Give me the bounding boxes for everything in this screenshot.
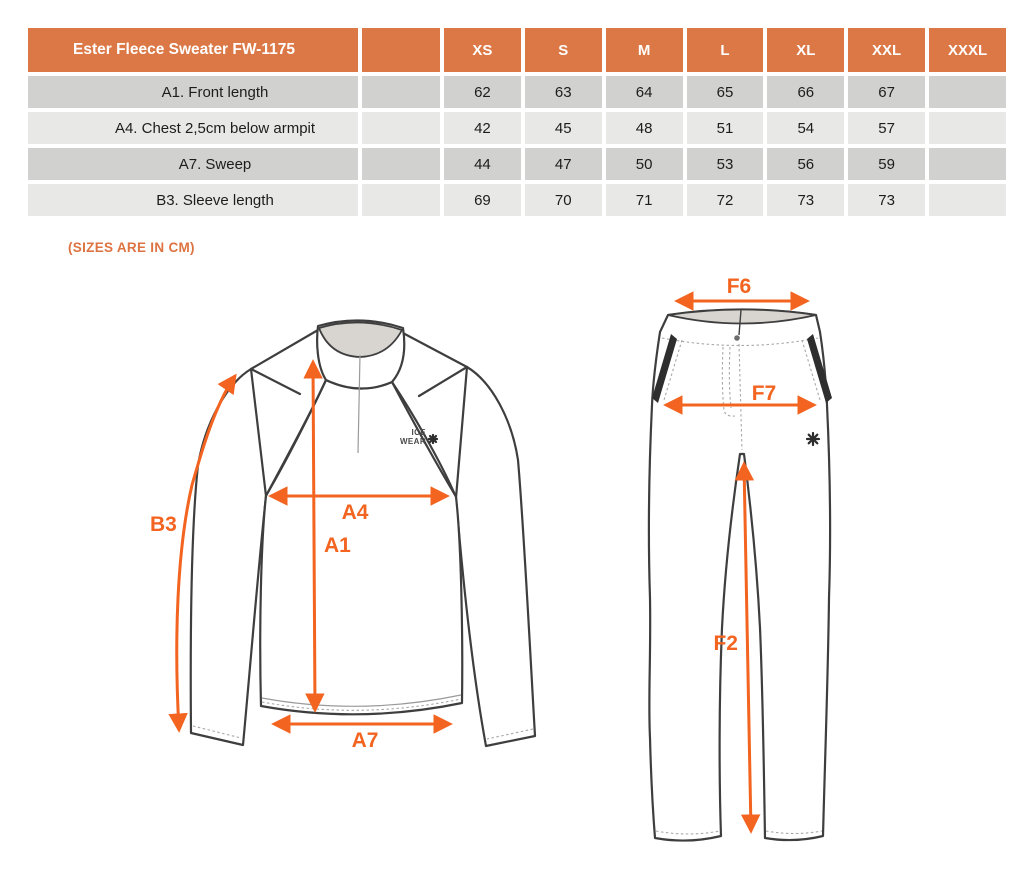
sizes-note: (SIZES ARE IN CM)	[68, 240, 195, 255]
dimension-label-a4: A4	[341, 501, 369, 524]
snowflake-icon	[807, 433, 819, 445]
size-value-cell	[929, 76, 1006, 108]
arrow-f2	[744, 464, 751, 831]
size-value-cell: 72	[687, 184, 764, 216]
dimension-label-f6: F6	[726, 278, 752, 298]
blank-cell	[362, 112, 440, 144]
size-value-cell: 59	[848, 148, 925, 180]
blank-cell	[362, 76, 440, 108]
measurement-row-b3	[28, 184, 1006, 216]
size-value-cell: 47	[525, 148, 602, 180]
size-value-cell	[929, 148, 1006, 180]
pants-outline	[649, 310, 832, 841]
pants-diagram	[625, 278, 855, 868]
size-value-cell: 57	[848, 112, 925, 144]
measurement-label-cell: A4. Chest 2,5cm below armpit	[28, 112, 358, 144]
dimension-label-f2: F2	[713, 632, 738, 655]
arrow-a1	[313, 362, 315, 710]
size-value-cell	[929, 184, 1006, 216]
dimension-label-f7: F7	[751, 382, 777, 405]
dimension-label-a1: A1	[324, 534, 351, 557]
size-value-cell: 69	[444, 184, 521, 216]
blank-cell	[362, 184, 440, 216]
measurement-row-a1	[28, 76, 1006, 108]
table-header-row	[28, 28, 1006, 72]
snowflake-icon	[429, 435, 437, 443]
size-table	[24, 24, 1010, 220]
size-value-cell: 53	[687, 148, 764, 180]
size-column-header-xxl: XXL	[848, 28, 925, 72]
size-column-header-xl: XL	[767, 28, 844, 72]
size-value-cell: 71	[606, 184, 683, 216]
size-value-cell: 62	[444, 76, 521, 108]
size-value-cell: 45	[525, 112, 602, 144]
header-blank-cell	[362, 28, 440, 72]
size-value-cell: 54	[767, 112, 844, 144]
product-title-cell: Ester Fleece Sweater FW-1175	[28, 28, 358, 72]
dimension-label-a7: A7	[351, 729, 379, 752]
size-value-cell: 64	[606, 76, 683, 108]
size-column-header-l: L	[687, 28, 764, 72]
size-value-cell: 42	[444, 112, 521, 144]
measurement-row-a4	[28, 112, 1006, 144]
size-value-cell: 65	[687, 76, 764, 108]
size-value-cell: 44	[444, 148, 521, 180]
size-value-cell: 51	[687, 112, 764, 144]
size-value-cell: 63	[525, 76, 602, 108]
size-column-header-xs: XS	[444, 28, 521, 72]
size-value-cell: 56	[767, 148, 844, 180]
measurement-row-a7	[28, 148, 1006, 180]
measurement-label-cell: B3. Sleeve length	[28, 184, 358, 216]
measurement-label-cell: A7. Sweep	[28, 148, 358, 180]
size-value-cell: 70	[525, 184, 602, 216]
size-column-header-s: S	[525, 28, 602, 72]
blank-cell	[362, 148, 440, 180]
size-column-header-xxxl: XXXL	[929, 28, 1006, 72]
size-column-header-m: M	[606, 28, 683, 72]
svg-text:WEAR: WEAR	[399, 437, 426, 446]
measurement-label-cell: A1. Front length	[28, 76, 358, 108]
size-value-cell: 67	[848, 76, 925, 108]
dimension-label-b3: B3	[150, 513, 177, 536]
size-value-cell: 73	[848, 184, 925, 216]
svg-text:ICE: ICE	[411, 428, 426, 437]
size-value-cell: 73	[767, 184, 844, 216]
size-value-cell: 66	[767, 76, 844, 108]
size-value-cell	[929, 112, 1006, 144]
sweater-diagram	[130, 290, 560, 770]
waist-button	[734, 335, 740, 341]
sweater-outline	[191, 320, 535, 746]
size-value-cell: 48	[606, 112, 683, 144]
size-value-cell: 50	[606, 148, 683, 180]
